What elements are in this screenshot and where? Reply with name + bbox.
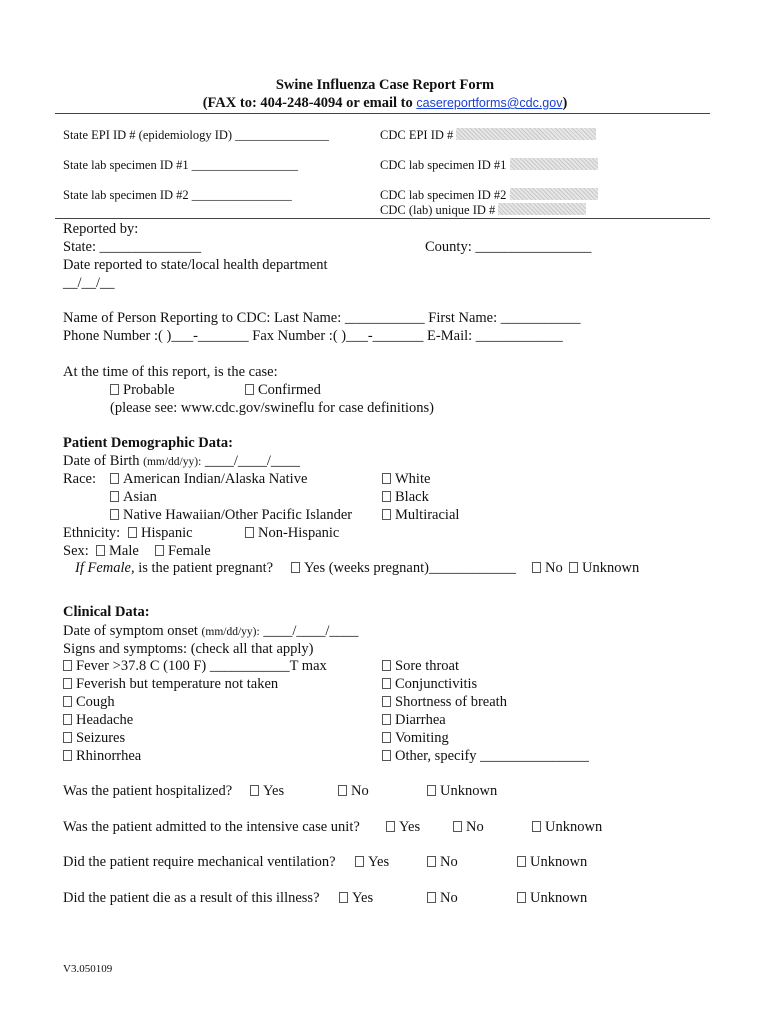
ventilation-question: Did the patient require mechanical ventilation?: [63, 854, 336, 870]
died-yes-checkbox[interactable]: [339, 892, 348, 903]
icu-question: Was the patient admitted to the intensive case unit?: [63, 819, 360, 835]
ventilation-unknown-checkbox[interactable]: [517, 856, 526, 867]
died-yes[interactable]: Yes: [339, 890, 373, 907]
clinical-heading: Clinical Data:: [63, 604, 150, 620]
ventilation-unknown[interactable]: Unknown: [517, 854, 587, 871]
race-label: Race:: [63, 471, 97, 487]
probable-option[interactable]: Probable: [110, 382, 175, 399]
cdc-lab1-shaded-field: [510, 158, 598, 170]
icu-unknown[interactable]: Unknown: [532, 819, 602, 836]
symptom-sob-checkbox[interactable]: [382, 696, 391, 707]
ventilation-no[interactable]: No: [427, 854, 458, 871]
case-definition-note: (please see: www.cdc.gov/swineflu for case definitions): [110, 400, 434, 416]
form-title: Swine Influenza Case Report Form: [275, 77, 495, 93]
cdc-lab-specimen-1-label: CDC lab specimen ID #1: [380, 158, 598, 173]
died-no-checkbox[interactable]: [427, 892, 436, 903]
ventilation-no-checkbox[interactable]: [427, 856, 436, 867]
cdc-lab-specimen-2-label: CDC lab specimen ID #2: [380, 188, 598, 203]
fax-email-line: [0, 95, 770, 112]
icu-unknown-checkbox[interactable]: [532, 821, 541, 832]
symptom-feverish[interactable]: Feverish but temperature not taken: [63, 676, 278, 693]
fax-suffix: ): [562, 95, 568, 111]
symptom-sore-throat-checkbox[interactable]: [382, 660, 391, 671]
symptom-other-checkbox[interactable]: [382, 750, 391, 761]
died-no[interactable]: No: [427, 890, 458, 907]
symptom-fever-checkbox[interactable]: [63, 660, 72, 671]
symptom-vomiting-checkbox[interactable]: [382, 732, 391, 743]
symptom-feverish-checkbox[interactable]: [63, 678, 72, 689]
hospitalized-unknown[interactable]: Unknown: [427, 783, 497, 800]
cdc-epi-id-shaded-field: [456, 128, 596, 140]
symptom-conjunctivitis[interactable]: Conjunctivitis: [382, 676, 477, 693]
died-unknown[interactable]: Unknown: [517, 890, 587, 907]
symptom-diarrhea-checkbox[interactable]: [382, 714, 391, 725]
hospitalized-no-checkbox[interactable]: [338, 785, 347, 796]
confirmed-checkbox[interactable]: [245, 384, 254, 395]
race-asian-checkbox[interactable]: [110, 491, 119, 502]
header-divider: [55, 113, 710, 114]
symptom-headache[interactable]: Headache: [63, 712, 133, 729]
race-black[interactable]: Black: [382, 489, 429, 506]
cdc-unique-shaded-field: [498, 203, 586, 215]
symptom-vomiting[interactable]: Vomiting: [382, 730, 449, 747]
signs-symptoms-label: Signs and symptoms: (check all that apply): [63, 641, 314, 657]
case-status-question: At the time of this report, is the case:: [63, 364, 278, 380]
fax-text: (FAX to: 404-248-4094 or email to: [202, 95, 417, 111]
race-black-checkbox[interactable]: [382, 491, 391, 502]
symptom-cough-checkbox[interactable]: [63, 696, 72, 707]
symptom-conjunctivitis-checkbox[interactable]: [382, 678, 391, 689]
symptom-sore-throat[interactable]: Sore throat: [382, 658, 459, 675]
sex-female-checkbox[interactable]: [155, 545, 164, 556]
ventilation-yes[interactable]: Yes: [355, 854, 389, 871]
cdc-unique-id-label: CDC (lab) unique ID #: [380, 203, 586, 218]
symptom-diarrhea[interactable]: Diarrhea: [382, 712, 446, 729]
sex-male-checkbox[interactable]: [96, 545, 105, 556]
icu-no-checkbox[interactable]: [453, 821, 462, 832]
hospitalized-question: Was the patient hospitalized?: [63, 783, 233, 799]
version-label: V3.050109: [63, 963, 113, 975]
state-lab-specimen-1-field[interactable]: State lab specimen ID #1 _________________: [63, 158, 299, 172]
reported-by-label: Reported by:: [63, 221, 139, 237]
symptom-rhinorrhea[interactable]: Rhinorrhea: [63, 748, 141, 765]
sex-female[interactable]: Female: [155, 543, 211, 560]
demographic-heading: Patient Demographic Data:: [63, 435, 233, 451]
symptom-seizures-checkbox[interactable]: [63, 732, 72, 743]
pregnancy-question: If Female, is the patient pregnant?: [75, 560, 274, 576]
cdc-lab2-shaded-field: [510, 188, 598, 200]
race-multiracial[interactable]: Multiracial: [382, 507, 459, 524]
dob-field[interactable]: Date of Birth (mm/dd/yy): ____/____/____: [63, 453, 300, 469]
pregnant-unknown-checkbox[interactable]: [569, 562, 578, 573]
confirmed-option[interactable]: Confirmed: [245, 382, 321, 399]
race-white-checkbox[interactable]: [382, 473, 391, 484]
symptom-cough[interactable]: Cough: [63, 694, 115, 711]
id-divider: [55, 218, 710, 219]
hospitalized-unknown-checkbox[interactable]: [427, 785, 436, 796]
race-white[interactable]: White: [382, 471, 430, 488]
cdc-epi-id-label: CDC EPI ID #: [380, 128, 596, 143]
state-lab-specimen-2-field[interactable]: State lab specimen ID #2 ________________: [63, 188, 292, 202]
ethnicity-label: Ethnicity:: [63, 525, 121, 541]
died-question: Did the patient die as a result of this illness?: [63, 890, 320, 906]
symptom-rhinorrhea-checkbox[interactable]: [63, 750, 72, 761]
sex-label: Sex:: [63, 543, 89, 559]
hospitalized-yes[interactable]: Yes: [250, 783, 284, 800]
race-american-indian[interactable]: American Indian/Alaska Native: [110, 471, 307, 488]
pregnant-yes-checkbox[interactable]: [291, 562, 300, 573]
reporter-name-field[interactable]: Name of Person Reporting to CDC: Last Name: ___________ First Name: ___________: [63, 310, 581, 326]
county-field[interactable]: County: ________________: [425, 239, 592, 255]
sex-male[interactable]: Male: [96, 543, 139, 560]
race-hawaiian[interactable]: Native Hawaiian/Other Pacific Islander: [110, 507, 352, 524]
ethnicity-hispanic[interactable]: Hispanic: [128, 525, 193, 542]
email-link[interactable]: casereportforms@cdc.gov: [416, 96, 563, 110]
pregnant-unknown[interactable]: Unknown: [569, 560, 639, 577]
symptom-other[interactable]: Other, specify _______________: [382, 748, 589, 765]
pregnant-yes[interactable]: Yes (weeks pregnant)____________: [291, 560, 516, 577]
probable-checkbox[interactable]: [110, 384, 119, 395]
died-unknown-checkbox[interactable]: [517, 892, 526, 903]
icu-yes-checkbox[interactable]: [386, 821, 395, 832]
symptom-seizures[interactable]: Seizures: [63, 730, 125, 747]
hospitalized-yes-checkbox[interactable]: [250, 785, 259, 796]
onset-date-field[interactable]: Date of symptom onset (mm/dd/yy): ____/____/____: [63, 623, 359, 639]
ethnicity-hispanic-checkbox[interactable]: [128, 527, 137, 538]
pregnant-no[interactable]: No: [532, 560, 563, 577]
icu-no[interactable]: No: [453, 819, 484, 836]
state-field[interactable]: State: ______________: [63, 239, 202, 255]
race-hawaiian-checkbox[interactable]: [110, 509, 119, 520]
state-epi-id-field[interactable]: State EPI ID # (epidemiology ID) _______________: [63, 128, 329, 142]
pregnant-no-checkbox[interactable]: [532, 562, 541, 573]
icu-yes[interactable]: Yes: [386, 819, 420, 836]
race-multiracial-checkbox[interactable]: [382, 509, 391, 520]
date-reported-label: Date reported to state/local health department: [63, 257, 328, 273]
ethnicity-non-hispanic[interactable]: Non-Hispanic: [245, 525, 339, 542]
race-asian[interactable]: Asian: [110, 489, 157, 506]
hospitalized-no[interactable]: No: [338, 783, 369, 800]
symptom-shortness-of-breath[interactable]: Shortness of breath: [382, 694, 507, 711]
ethnicity-non-hispanic-checkbox[interactable]: [245, 527, 254, 538]
symptom-fever[interactable]: Fever >37.8 C (100 F) ___________T max: [63, 658, 327, 675]
date-reported-field[interactable]: __/__/__: [63, 275, 115, 291]
symptom-headache-checkbox[interactable]: [63, 714, 72, 725]
reporter-contact-field[interactable]: Phone Number :( )___-_______ Fax Number :( )___-_______ E-Mail: ____________: [63, 328, 563, 344]
ventilation-yes-checkbox[interactable]: [355, 856, 364, 867]
race-american-indian-checkbox[interactable]: [110, 473, 119, 484]
